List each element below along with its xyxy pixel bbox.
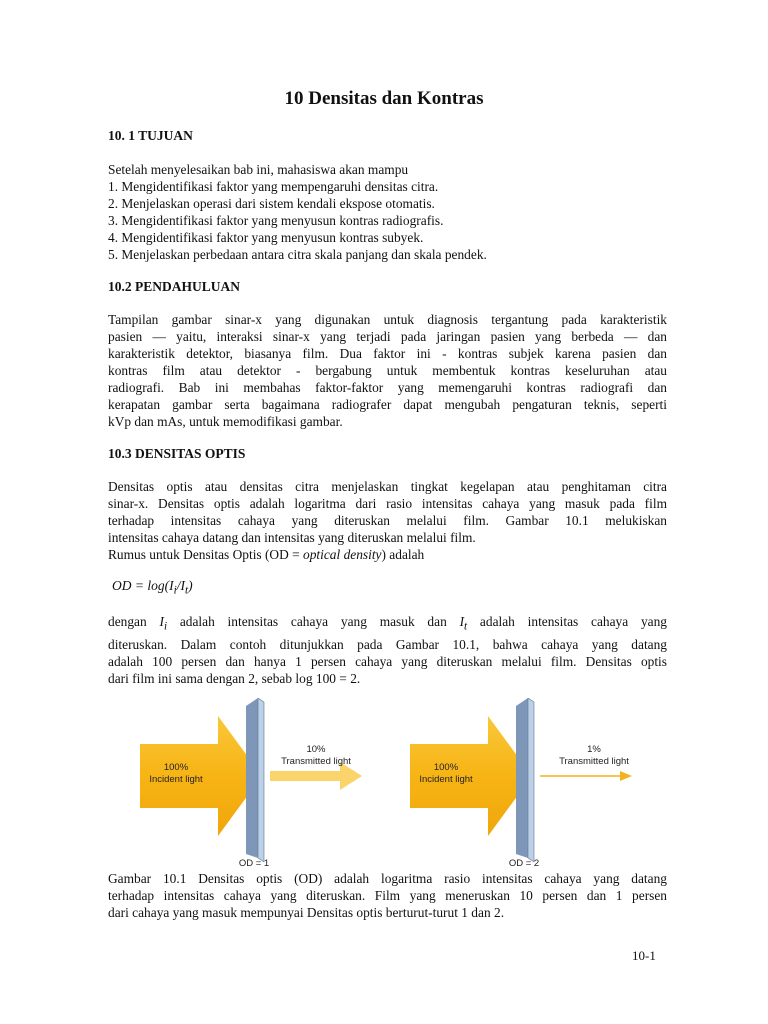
od-value: OD = 1 [238,858,270,866]
formula-part: OD = log(I [112,578,174,593]
formula-intro [108,546,667,563]
paragraph-line: kerapatan gambar serta bagaimana radiografer dapat mengubah pengaturan teknis, seperti [108,397,667,412]
chapter-title: 10 Densitas dan Kontras [284,88,484,109]
od-formula [112,578,193,597]
transmitted-percent: 10% [306,744,326,755]
caption-line: dari cahaya yang masuk mempunyai Densitas optis berturut-turut 1 dan 2. [108,905,505,920]
film-slab [246,698,258,858]
var-i: I [159,614,164,629]
var-i-sub: i [163,620,168,633]
paragraph-line: intensitas cahaya datang dan intensitas yang diteruskan melalui film. [108,530,476,545]
paragraph-line [108,613,667,636]
paragraph-line: Densitas optis atau densitas citra menjelaskan tingkat kegelapan atau penghitaman citra [108,479,667,494]
paragraph-line: pasien — yaitu, interaksi sinar-x yang terjadi pada jaringan pasien yang berbeda — dan [108,329,667,344]
tujuan-intro: Setelah menyelesaikan bab ini, mahasiswa akan mampu [108,162,409,177]
var-t-sub: t [464,620,468,633]
formula-intro-text: Rumus untuk Densitas Optis (OD = [108,547,304,562]
pendahuluan-paragraph [108,311,667,430]
paragraph-line: terhadap intensitas cahaya yang diteruskan melalui film. Gambar 10.1 melukiskan [108,513,667,528]
tujuan-item: 4. Mengidentifikasi faktor yang menyusun kontras subyek. [108,230,424,245]
transmitted-percent: 1% [587,744,601,755]
section-heading-densitas-optis: 10.3 DENSITAS OPTIS [108,446,246,461]
formula-subscript: t [185,584,189,597]
formula-intro-text-end: ) adalah [381,547,425,562]
paragraph-line: kontras film atau detektor - bergabung untuk membentuk kontras keseluruhan atau [108,363,667,378]
section-heading-tujuan: 10. 1 TUJUAN [108,128,193,143]
od-figure [140,698,660,866]
paragraph-line: Tampilan gambar sinar-x yang digunakan untuk diagnosis tergantung pada karakteristik [108,312,667,327]
paragraph-line: adalah 100 persen dan hanya 1 persen cahaya yang diteruskan melalui film. Densitas optis [108,653,667,669]
transmitted-label: Transmitted light [559,756,629,767]
tujuan-item: 1. Mengidentifikasi faktor yang mempengaruhi densitas citra. [108,179,439,194]
tujuan-item: 3. Mengidentifikasi faktor yang menyusun kontras radiografis. [108,213,444,228]
figure-panel-od1 [140,698,362,866]
film-face [258,698,264,862]
transmitted-arrowhead [620,771,632,781]
text-run: adalah intensitas cahaya yang masuk dan [167,614,460,629]
incident-label: Incident light [419,774,473,785]
paragraph-line: sinar-x. Densitas optis adalah logaritma dari rasio intensitas cahaya yang masuk pada film [108,496,667,511]
var-t: I [459,614,465,629]
formula-part: /I [176,578,185,593]
tujuan-item: 2. Menjelaskan operasi dari sistem kendali ekspose otomatis. [108,196,435,211]
text-run: dengan [108,614,160,629]
paragraph-line: karakteristik detektor, biasanya film. Dua faktor ini - kontras subjek karena pasien dan [108,346,667,361]
incident-label: Incident light [149,774,203,785]
formula-part: ) [188,578,193,593]
formula-subscript: i [173,584,177,597]
paragraph-line: dari film ini sama dengan 2, sebab log 100 = 2. [108,670,361,686]
section-heading-pendahuluan: 10.2 PENDAHULUAN [108,279,241,294]
densitas-paragraph [108,478,667,563]
tujuan-list [108,161,667,263]
paragraph-line: radiografi. Bab ini membahas faktor-faktor yang memengaruhi kontras radiografi dan [108,380,667,395]
caption-line: Gambar 10.1 Densitas optis (OD) adalah logaritma rasio intensitas cahaya yang datang [108,871,667,886]
formula-explanation [108,613,667,687]
caption-line: terhadap intensitas cahaya yang diteruskan. Film yang meneruskan 10 persen dan 1 persen [108,888,667,903]
od-value: OD = 2 [508,858,540,866]
formula-intro-italic: optical density [303,547,382,562]
tujuan-item: 5. Menjelaskan perbedaan antara citra skala panjang dan skala pendek. [108,247,487,262]
incident-percent: 100% [433,762,459,773]
figure-caption [108,870,667,921]
paragraph-line: kVp dan mAs, untuk memodifikasi gambar. [108,414,343,429]
incident-percent: 100% [163,762,189,773]
film-slab [516,698,528,858]
text-run: adalah intensitas cahaya yang [467,614,667,629]
film-face [528,698,534,862]
transmitted-label: Transmitted light [281,756,351,767]
page-number: 10-1 [632,948,656,963]
paragraph-line: diteruskan. Dalam contoh ditunjukkan pada Gambar 10.1, bahwa cahaya yang datang [108,636,667,652]
figure-panel-od2 [410,698,632,866]
